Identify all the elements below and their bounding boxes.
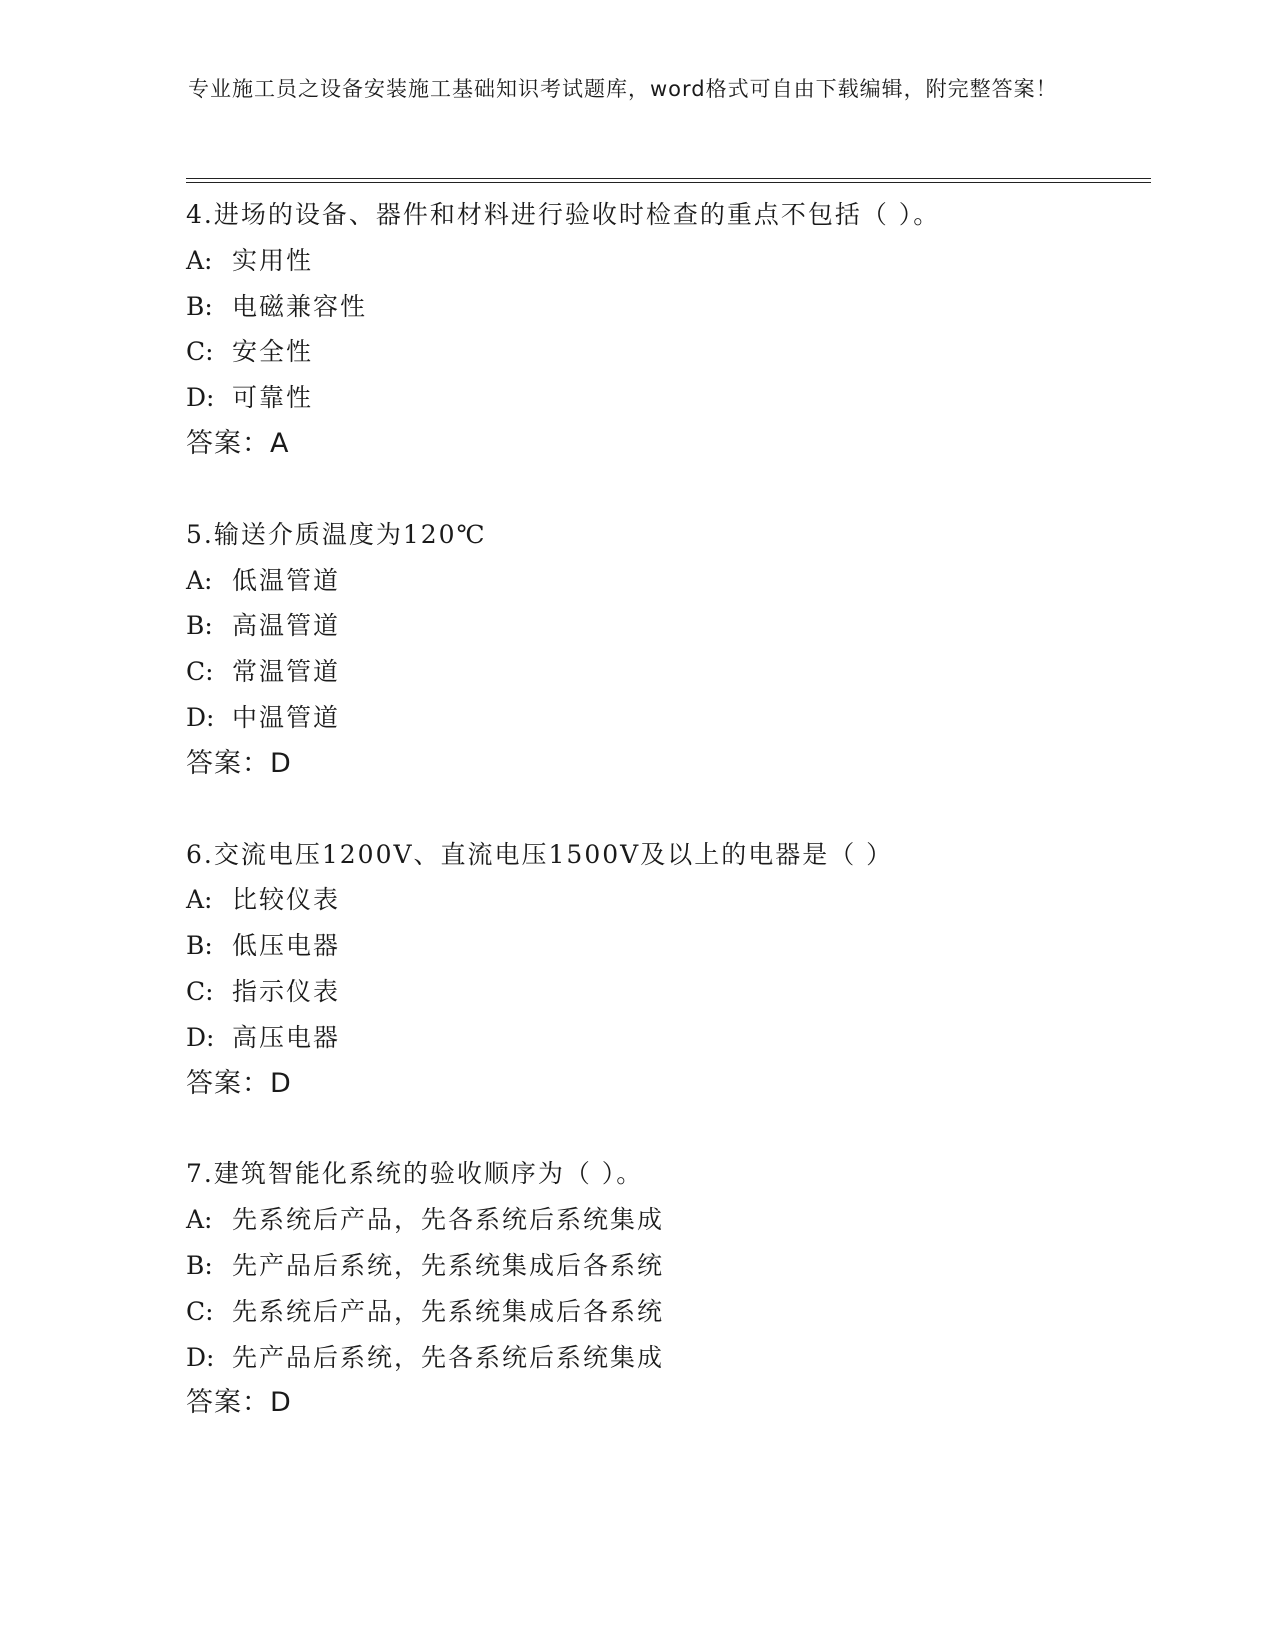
option-key: D:	[186, 1022, 215, 1052]
option-key: D:	[186, 1342, 215, 1372]
question-7	[186, 1151, 1146, 1426]
option-key: B:	[186, 1250, 213, 1280]
option-text: 先系统后产品，先系统集成后各系统	[232, 1296, 665, 1326]
document-header: 专业施工员之设备安装施工基础知识考试题库，word格式可自由下载编辑，附完整答案！	[188, 77, 1058, 101]
question-4	[186, 192, 1146, 467]
option-key: C:	[186, 657, 214, 687]
question-6	[186, 832, 1146, 1107]
question-stem: 4.进场的设备、器件和材料进行验收时检查的重点不包括（ ）。	[186, 200, 941, 229]
option-key: A:	[186, 565, 213, 595]
option-key: B:	[186, 611, 213, 641]
answer-label: 答案：D	[186, 747, 292, 779]
header-divider-bottom	[186, 182, 1151, 183]
header-divider-top	[186, 178, 1151, 179]
option-text: 常温管道	[232, 657, 341, 687]
option-key: B:	[186, 931, 213, 961]
question-5	[186, 512, 1146, 787]
option-b	[186, 923, 1146, 969]
option-key: C:	[186, 337, 214, 367]
option-key: A:	[186, 1205, 213, 1235]
option-key: D:	[186, 383, 215, 413]
option-d	[186, 375, 1146, 421]
option-text: 高温管道	[232, 611, 341, 641]
question-stem: 7.建筑智能化系统的验收顺序为（ ）。	[186, 1159, 644, 1189]
option-text: 安全性	[232, 337, 314, 367]
option-text: 电磁兼容性	[232, 291, 368, 321]
option-text: 实用性	[232, 245, 314, 275]
option-text: 中温管道	[232, 702, 341, 732]
question-list	[186, 192, 1146, 1471]
option-text: 高压电器	[232, 1022, 341, 1052]
option-text: 先产品后系统，先系统集成后各系统	[232, 1250, 665, 1280]
option-text: 先产品后系统，先各系统后系统集成	[232, 1342, 665, 1372]
option-key: D:	[186, 702, 215, 732]
answer-label: 答案：D	[186, 1067, 292, 1099]
answer-label: 答案：D	[186, 1387, 292, 1419]
option-a	[186, 1197, 1146, 1243]
option-b	[186, 603, 1146, 649]
option-b	[186, 1243, 1146, 1289]
option-text: 先系统后产品，先各系统后系统集成	[232, 1205, 665, 1235]
option-a	[186, 558, 1146, 604]
option-key: C:	[186, 1296, 214, 1326]
option-a	[186, 877, 1146, 923]
option-text: 低温管道	[232, 565, 341, 595]
option-text: 可靠性	[232, 383, 314, 413]
answer-label: 答案：A	[186, 427, 290, 459]
option-text: 比较仪表	[232, 885, 341, 915]
option-c	[186, 329, 1146, 375]
option-key: B:	[186, 291, 213, 321]
option-c	[186, 969, 1146, 1015]
option-key: A:	[186, 245, 213, 275]
option-key: C:	[186, 976, 214, 1006]
option-c	[186, 1289, 1146, 1335]
option-text: 低压电器	[232, 931, 341, 961]
question-stem: 5.输送介质温度为120℃	[186, 519, 487, 549]
option-c	[186, 649, 1146, 695]
option-d	[186, 1335, 1146, 1381]
option-d	[186, 695, 1146, 741]
option-b	[186, 284, 1146, 330]
question-stem: 6.交流电压1200V、直流电压1500V及以上的电器是（ ）	[186, 839, 894, 869]
option-d	[186, 1015, 1146, 1061]
option-text: 指示仪表	[232, 976, 341, 1006]
option-key: A:	[186, 885, 213, 915]
option-a	[186, 238, 1146, 284]
